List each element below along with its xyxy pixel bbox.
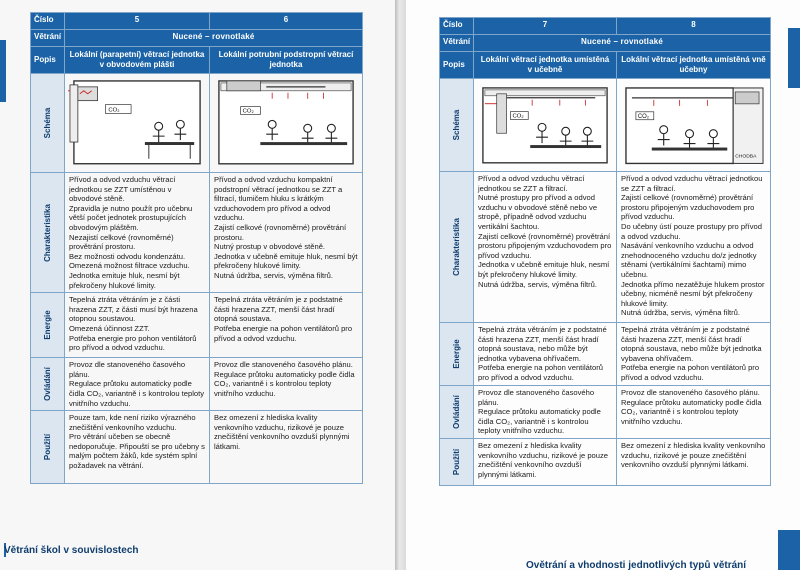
column-number-6: 6 xyxy=(210,13,363,30)
control-5: Provoz dle stanoveného časového plánu. Regulace průtoku automaticky podle čidla CO₂, variantně i s kontrolou teploty vnitřního vzduchu. xyxy=(65,358,210,411)
ventilation-type: Nucené – rovnotlaké xyxy=(65,30,363,47)
page-footer-right: Ovětrání a vhodnosti jednotlivých typů větrání xyxy=(526,560,747,570)
row-label-charakteristika: Charakteristika xyxy=(31,173,65,293)
control-7: Provoz dle stanoveného časového plánu. Regulace průtoku automaticky podle čidla CO₂, variantně i s kontrolou teploty vnitřního vzduchu. xyxy=(474,386,617,439)
page-footer-left: Větrání škol v souvislostech xyxy=(4,545,139,556)
characteristics-7: Přívod a odvod vzduchu větrací jednotkou se ZZT a filtrací. Nutné prostupy pro přívod a odvod vzduchu v obvodové stěně nebo ve stropě, případně odvod vzduchu vertikální šachtou. Zajistí celkové (rovnoměrné) provětrání prostoru připojeným vzduchovodem pro přívod vzduchu. Jednotka v učebně emituje hluk, nesmí být překročeny hlukové limity. Nutná údržba, servis, výměna filtrů. xyxy=(474,172,617,323)
left-comparison-table xyxy=(30,12,363,484)
energy-5: Tepelná ztráta větráním je z části hrazena ZZT, z části musí být hrazena otopnou soustavou. Omezená účinnost ZZT. Potřeba energie pro pohon ventilátorů pro přívod a odvod vzduchu. xyxy=(65,293,210,358)
row-label-schema: Schéma xyxy=(31,74,65,173)
schema-diagram-6 xyxy=(213,77,359,168)
right-edge-marker xyxy=(788,28,800,88)
label-vetrani: Větrání xyxy=(31,30,65,47)
label-popis: Popis xyxy=(440,52,474,79)
column-number-5: 5 xyxy=(65,13,210,30)
schema-6 xyxy=(210,74,363,173)
schema-diagram-7 xyxy=(477,82,613,167)
control-8: Provoz dle stanoveného časového plánu. Regulace průtoku automaticky podle čidla CO₂, variantně i s kontrolou teploty vnitřního vzduchu. xyxy=(617,386,771,439)
schema-7 xyxy=(474,79,617,172)
characteristics-8: Přívod a odvod vzduchu větrací jednotkou se ZZT a filtrací. Zajistí celkové (rovnoměrné) provětrání prostoru připojeným vzduchovodem pro přívod vzduchu. Do učebny ústí pouze prostupy pro přívod a odvod vzduchu. Nasávání venkovního vzduchu a odvod znehodnoceného vzduchu do/z jednotky stěnami (vertikálními šachtami) mimo učebnu. Jednotka přímo nezatěžuje hlukem prostor učebny, nicméně nesmí být překročeny hlukové limity. Nutná údržba, servis, výměna filtrů. xyxy=(617,172,771,323)
right-comparison-table xyxy=(439,17,771,486)
row-label-schema: Schéma xyxy=(440,79,474,172)
usage-7: Bez omezení z hlediska kvality venkovního vzduchu, rizikové je pouze znečištění venkovního ovzduší plynnými látkami. xyxy=(474,438,617,485)
svg-text:CO₂: CO₂ xyxy=(637,113,650,120)
left-page xyxy=(0,0,395,570)
row-label-energie: Energie xyxy=(440,323,474,386)
energy-8: Tepelná ztráta větráním je z podstatné části hrazena ZZT, menší část hradí otopná soustava, nebo může být jednotka vybavena ohřívačem. Potřeba energie na pohon ventilátorů pro přívod a odvod vzduchu. xyxy=(617,323,771,386)
row-label-energie: Energie xyxy=(31,293,65,358)
column-number-8: 8 xyxy=(617,18,771,35)
row-label-pouziti: Použití xyxy=(31,411,65,484)
left-edge-marker xyxy=(0,40,6,102)
label-cislo: Číslo xyxy=(31,13,65,30)
energy-7: Tepelná ztráta větráním je z podstatné části hrazena ZZT, menší část hradí otopná soustava, nebo může být jednotka vybavena ohřívačem. Potřeba energie na pohon ventilátorů pro přívod a odvod vzduchu. xyxy=(474,323,617,386)
row-label-ovladani: Ovládání xyxy=(31,358,65,411)
book-gutter xyxy=(395,0,406,570)
description-7: Lokální větrací jednotka umístěná v učebně xyxy=(474,52,617,79)
description-8: Lokální větrací jednotka umístěná vně učebny xyxy=(617,52,771,79)
label-vetrani: Větrání xyxy=(440,35,474,52)
energy-6: Tepelná ztráta větráním je z podstatné části hrazena ZZT, menší část hradí otopná soustava. Potřeba energie na pohon ventilátorů pro přívod a odvod vzduchu. xyxy=(210,293,363,358)
svg-text:CO₂: CO₂ xyxy=(512,113,524,120)
description-6: Lokální potrubní podstropní větrací jednotka xyxy=(210,47,363,74)
row-label-pouziti: Použití xyxy=(440,438,474,485)
svg-text:CO₂: CO₂ xyxy=(108,107,120,114)
schema-5 xyxy=(65,74,210,173)
row-label-ovladani: Ovládání xyxy=(440,386,474,439)
description-5: Lokální (parapetní) větrací jednotka v obvodovém plášti xyxy=(65,47,210,74)
row-label-charakteristika: Charakteristika xyxy=(440,172,474,323)
ventilation-type: Nucené – rovnotlaké xyxy=(474,35,771,52)
label-cislo: Číslo xyxy=(440,18,474,35)
column-number-7: 7 xyxy=(474,18,617,35)
usage-8: Bez omezení z hlediska kvality venkovního vzduchu, rizikové je pouze znečištění venkovního ovzduší plynnými látkami. xyxy=(617,438,771,485)
usage-6: Bez omezení z hlediska kvality venkovního vzduchu, rizikové je pouze znečištění venkovního ovzduší plynnými látkami. xyxy=(210,411,363,484)
schema-8 xyxy=(617,79,771,172)
svg-text:CHODBA: CHODBA xyxy=(735,154,757,160)
right-page xyxy=(406,0,800,570)
characteristics-6: Přívod a odvod vzduchu kompaktní podstropní větrací jednotkou se ZZT a filtrací, tlumičem hluku s krátkým vzduchovodem pro přívod a odvod vzduchu. Zajistí celkové (rovnoměrné) provětrání prostoru. Nutný prostup v obvodové stěně. Jednotka v učebně emituje hluk, nesmí být překročeny hlukové limity. Nutná údržba, servis, výměna filtrů. xyxy=(210,173,363,293)
svg-text:CO₂: CO₂ xyxy=(242,108,254,115)
schema-diagram-5 xyxy=(68,77,206,168)
right-edge-marker-bottom xyxy=(778,530,800,570)
control-6: Provoz dle stanoveného časového plánu. Regulace průtoku automaticky podle čidla CO₂, variantně i s kontrolou teploty vnitřního vzduchu. xyxy=(210,358,363,411)
characteristics-5: Přívod a odvod vzduchu větrací jednotkou se ZZT umístěnou v obvodové stěně. Zpravidla je nutno použít pro učebnu větší počet jednotek prostupujících obvodovým pláštěm. Nezajistí celkové (rovnoměrné) provětrání prostoru. Bez možnosti odvodu kondenzátu. Omezená možnost filtrace vzduchu. Jednotka emituje hluk, nesmí být překročeny hlukové limity. xyxy=(65,173,210,293)
usage-5: Pouze tam, kde není riziko výrazného znečištění venkovního vzduchu. Pro větrání učeben se obecně nedoporučuje. Připouští se pro učebny s malým počtem žáků, kde systém splní požadavek na větrání. xyxy=(65,411,210,484)
label-popis: Popis xyxy=(31,47,65,74)
schema-diagram-8 xyxy=(620,82,767,167)
